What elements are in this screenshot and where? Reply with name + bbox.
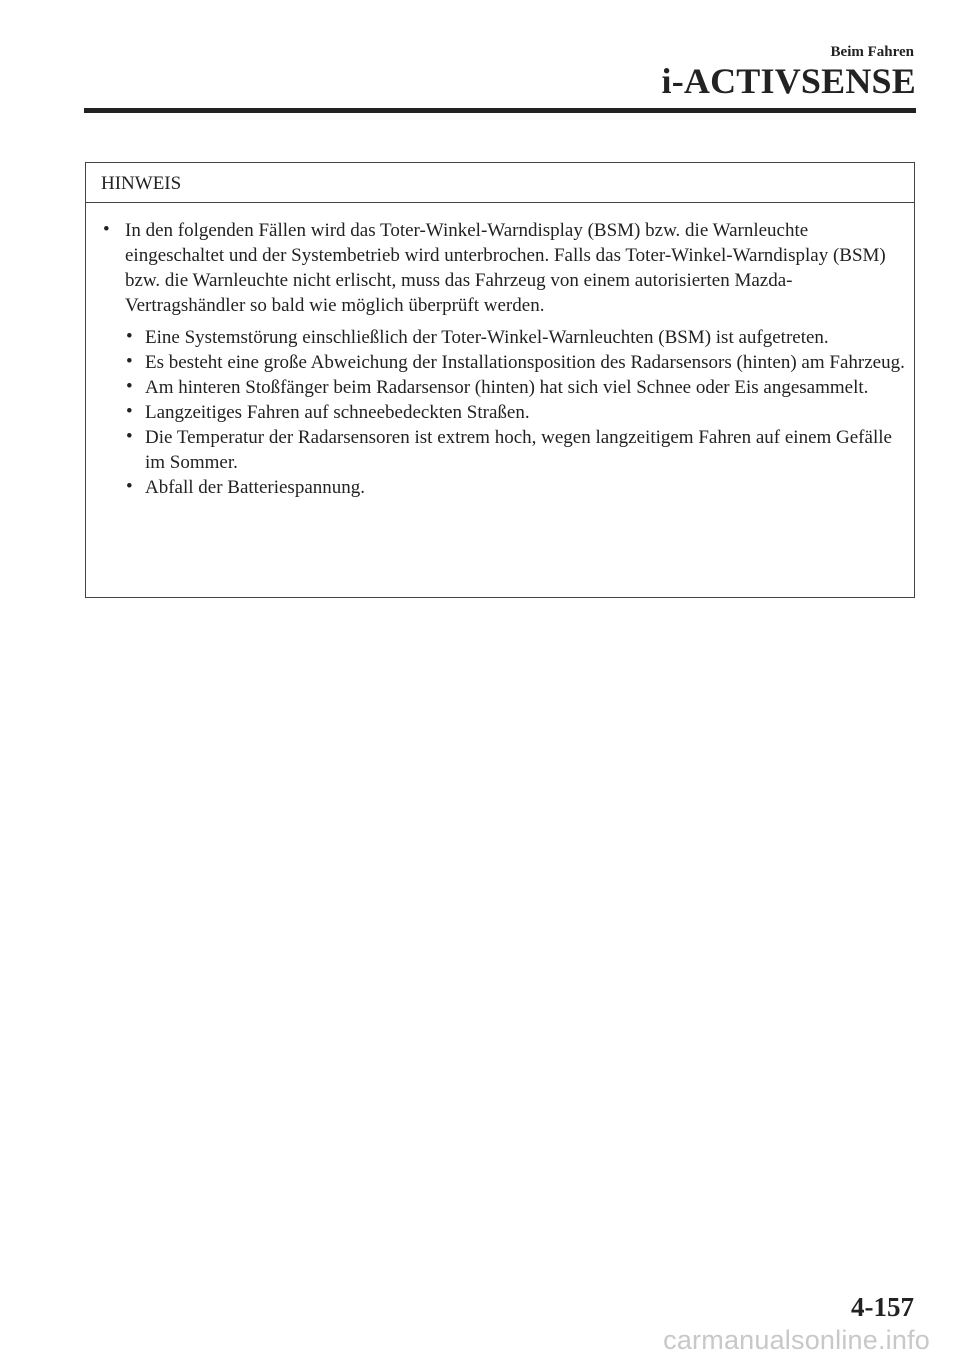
list-item (86, 475, 906, 500)
list-item-text: Es besteht eine große Abweichung der Installationsposition des Radarsensors (hinten) am Fahrzeug. (145, 352, 905, 373)
bullet-icon: • (126, 476, 133, 497)
section-label: Beim Fahren (830, 44, 914, 60)
list-item (86, 425, 906, 475)
bullet-icon: • (126, 326, 133, 347)
list-item (86, 350, 906, 375)
list-item (86, 375, 906, 400)
watermark-text: carmanualsonline.info (663, 1325, 930, 1355)
note-intro-item (86, 218, 906, 318)
bullet-icon: • (126, 376, 133, 397)
header-divider (84, 108, 916, 113)
condition-list (86, 325, 906, 500)
note-box (85, 162, 915, 598)
list-item-text: Abfall der Batteriespannung. (145, 477, 366, 498)
list-item-text: Am hinteren Stoßfänger beim Radarsensor (hinten) hat sich viel Schnee oder Eis angesammelt. (145, 377, 869, 398)
list-item (86, 325, 906, 350)
page-number: 4-157 (851, 1292, 914, 1322)
note-title: HINWEIS (86, 163, 914, 203)
list-item-text: Eine Systemstörung einschließlich der Toter-Winkel-Warnleuchten (BSM) ist aufgetreten. (145, 327, 829, 348)
bullet-icon: • (103, 219, 110, 240)
list-item-text: Langzeitiges Fahren auf schneebedeckten Straßen. (145, 402, 530, 423)
note-intro-text: In den folgenden Fällen wird das Toter-Winkel-Warndisplay (BSM) bzw. die Warnleuchte eingeschaltet und der Systembetrieb wird unterbrochen. Falls das Toter-Winkel-Warndisplay (BSM) bzw. die Warnleuchte nicht erlischt, muss das Fahrzeug von einem autorisierten Mazda-Vertragshändler so bald wie möglich überprüft werden. (125, 220, 886, 316)
bullet-icon: • (126, 426, 133, 447)
bullet-icon: • (126, 351, 133, 372)
list-item (86, 400, 906, 425)
page-title: i-ACTIVSENSE (661, 61, 916, 101)
list-item-text: Die Temperatur der Radarsensoren ist extrem hoch, wegen langzeitigem Fahren auf einem Gefälle im Sommer. (145, 427, 892, 473)
note-body (86, 203, 914, 500)
bullet-icon: • (126, 401, 133, 422)
